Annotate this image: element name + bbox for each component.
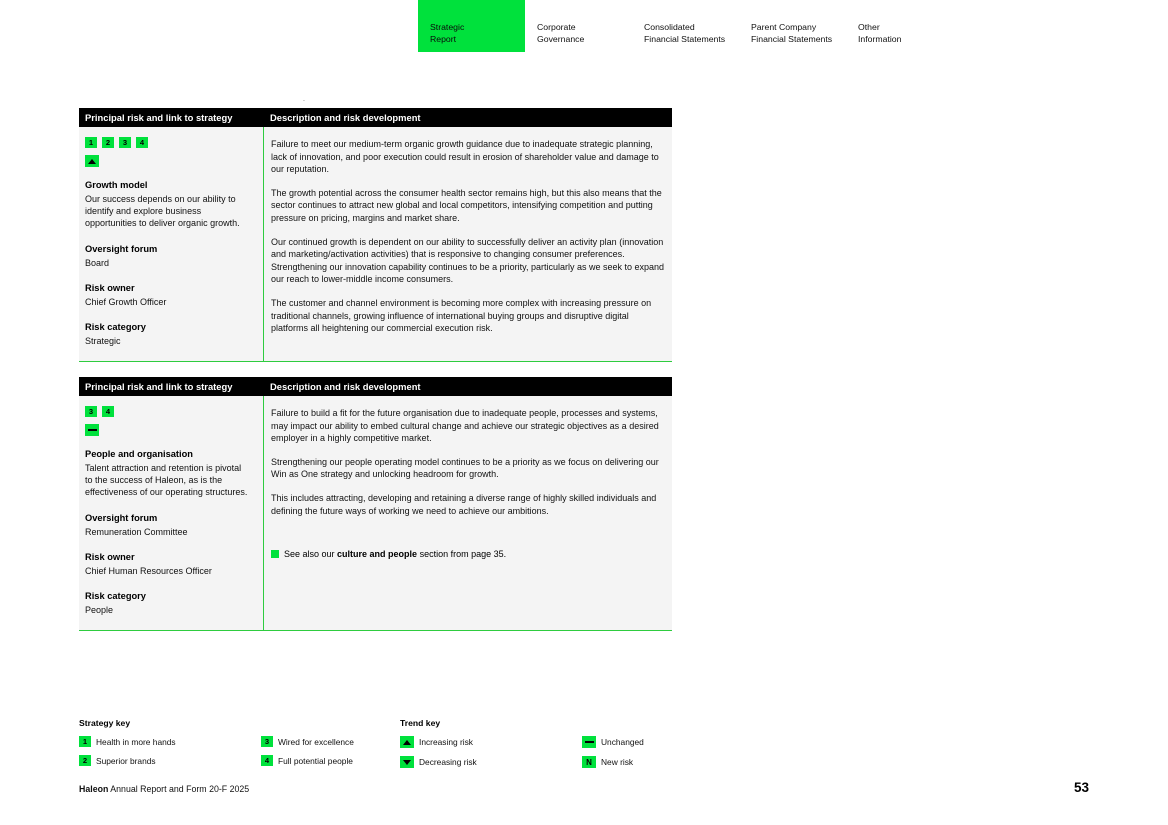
trend-key-row (400, 736, 730, 748)
cross-reference-text (284, 548, 506, 560)
cross-reference-icon (271, 550, 279, 558)
strategy-key (79, 718, 409, 766)
risk-card-header (79, 377, 672, 396)
risk-card-people-and-organisation (79, 377, 672, 631)
strategy-chip: 2 (79, 755, 91, 766)
risk-summary-column (79, 396, 264, 630)
risk-header-left: Principal risk and link to strategy (85, 381, 233, 392)
risk-description-column (264, 127, 672, 361)
strategy-chip-group (85, 406, 251, 417)
nav-tab-line1: Corporate (537, 22, 576, 32)
trend-key-title: Trend key (400, 718, 441, 728)
risk-paragraph: Failure to meet our medium-term organic growth guidance due to inadequate strategic planning, lack of innovation, and poor execution could result in erosion of shareholder value and damage to our reputation. (271, 139, 659, 175)
nav-tab-line2: Financial Statements (644, 33, 726, 44)
trend-unchanged-icon (85, 424, 99, 436)
trend-increasing-icon (85, 155, 99, 167)
strategy-key-item (79, 736, 213, 747)
trend-key-label: Unchanged (601, 737, 644, 747)
trend-key-label: Increasing risk (419, 737, 473, 747)
footer-title: Annual Report and Form 20-F 2025 (108, 784, 250, 794)
risk-owner-label: Risk owner (85, 551, 135, 562)
strategy-chip: 4 (136, 137, 148, 148)
oversight-forum-label: Oversight forum (85, 512, 158, 523)
trend-decreasing-icon (400, 756, 414, 768)
triangle-down-icon (403, 760, 411, 765)
strategy-key-label: Superior brands (96, 755, 156, 766)
trend-key-item (582, 736, 716, 748)
strategy-key-item (261, 755, 395, 766)
risk-header-right: Description and risk development (270, 112, 421, 123)
risk-description-column (264, 396, 672, 630)
risk-paragraph: This includes attracting, developing and retaining a diverse range of highly skilled individuals and defining the future ways of working we need to achieve our ambitions. (271, 492, 657, 516)
strategy-chip: 2 (102, 137, 114, 148)
nav-tab-line1: Parent Company (751, 22, 817, 32)
trend-key (400, 718, 730, 768)
risk-paragraph: The growth potential across the consumer health sector remains high, but this also means that the sector continues to attract new global and local competitors, intensifying competition and putting pressure on pricing, margins and market share. (271, 187, 662, 223)
oversight-forum-label: Oversight forum (85, 243, 158, 254)
risk-paragraph: Failure to build a fit for the future organisation due to inadequate people, processes and systems, may impact our ability to embed cultural change and achieve our strategic objectives as a desired employer in a highly competitive market. (271, 408, 659, 444)
strategy-key-item (261, 736, 395, 747)
trend-key-label: New risk (601, 757, 634, 767)
minus-icon (88, 429, 97, 432)
registration-mark: . (303, 96, 305, 103)
footer-text (79, 784, 249, 794)
risk-category-value: People (85, 605, 114, 616)
strategy-chip: 1 (85, 137, 97, 148)
risk-owner-value: Chief Human Resources Officer (85, 565, 212, 576)
trend-key-item (400, 756, 534, 768)
trend-key-row (400, 756, 730, 768)
nav-tab-line2: Information (858, 33, 902, 44)
nav-tab-line1: Consolidated (644, 22, 695, 32)
nav-tab-line1: Other (858, 22, 880, 32)
risk-title: People and organisation (85, 449, 193, 459)
risk-summary: Our success depends on our ability to identify and explore business opportunities to deliver organic growth. (85, 194, 240, 229)
strategy-chip: 4 (261, 755, 273, 766)
strategy-chip: 4 (102, 406, 114, 417)
strategy-chip: 3 (119, 137, 131, 148)
strategy-chip: 1 (79, 736, 91, 747)
cross-reference-prefix: See also our (284, 549, 338, 560)
strategy-key-label: Wired for excellence (278, 736, 354, 747)
nav-tab-line2: Financial Statements (751, 33, 833, 44)
risk-category-label: Risk category (85, 322, 146, 333)
strategy-chip: 3 (261, 736, 273, 747)
strategy-key-label: Full potential people (278, 755, 353, 766)
page-number: 53 (1073, 780, 1089, 795)
trend-increasing-icon (400, 736, 414, 748)
document-section-nav (418, 0, 953, 52)
nav-tab-line1: Strategic (430, 22, 465, 32)
strategy-key-row (79, 755, 409, 766)
risk-paragraph: Our continued growth is dependent on our ability to successfully deliver an activity plan (innovation and marketing/activation activities) that is responsive to changing consumer preferences. Strengthening our innovation capability continues to be a priority, particularly as we seek to expand our reach to lower-middle income consumers. (271, 236, 665, 285)
nav-tab-consolidated-financial-statements[interactable] (632, 0, 739, 52)
nav-tab-other-information[interactable] (846, 0, 953, 52)
strategy-chip: 3 (85, 406, 97, 417)
risk-owner-value: Chief Growth Officer (85, 296, 167, 307)
risk-card-header (79, 108, 672, 127)
trend-new-risk-icon: N (582, 756, 596, 768)
trend-unchanged-icon (582, 736, 596, 748)
risk-summary: Talent attraction and retention is pivotal to the success of Haleon, as is the effectiveness of our operating structures. (85, 463, 248, 498)
nav-tab-corporate-governance[interactable] (525, 0, 632, 52)
risk-header-left: Principal risk and link to strategy (85, 112, 233, 123)
trend-key-label: Decreasing risk (419, 757, 477, 767)
nav-tab-parent-company-financial-statements[interactable] (739, 0, 846, 52)
trend-key-item (582, 756, 716, 768)
strategy-key-item (79, 755, 213, 766)
minus-icon (585, 741, 594, 744)
oversight-forum-value: Board (85, 257, 110, 268)
risk-category-value: Strategic (85, 336, 121, 347)
risk-card-growth-model (79, 108, 672, 362)
risk-owner-label: Risk owner (85, 282, 135, 293)
risk-summary-column (79, 127, 264, 361)
strategy-key-label: Health in more hands (96, 736, 176, 747)
cross-reference-link[interactable] (271, 548, 666, 560)
nav-tab-strategic-report[interactable] (418, 0, 525, 52)
nav-tab-line2: Governance (537, 33, 585, 44)
risk-paragraph: The customer and channel environment is becoming more complex with increasing pressure on traditional channels, growing influence of international buying groups and disruptive digital platforms all heightening our commercial execution risk. (271, 297, 652, 334)
strategy-chip-group (85, 137, 251, 148)
footer-brand: Haleon (79, 784, 109, 794)
cross-reference-target: culture and people (337, 549, 418, 560)
triangle-up-icon (88, 159, 96, 164)
nav-tab-line2: Report (430, 33, 457, 44)
risk-category-label: Risk category (85, 591, 146, 602)
strategy-key-title: Strategy key (79, 718, 131, 728)
oversight-forum-value: Remuneration Committee (85, 526, 188, 537)
risk-paragraph: Strengthening our people operating model continues to be a priority as we focus on delivering our Win as One strategy and unlocking headroom for growth. (271, 456, 659, 480)
trend-key-item (400, 736, 534, 748)
cross-reference-suffix: section from page 35. (417, 549, 507, 560)
strategy-key-row (79, 736, 409, 747)
triangle-up-icon (403, 740, 411, 745)
risk-title: Growth model (85, 180, 148, 190)
risk-header-right: Description and risk development (270, 381, 421, 392)
